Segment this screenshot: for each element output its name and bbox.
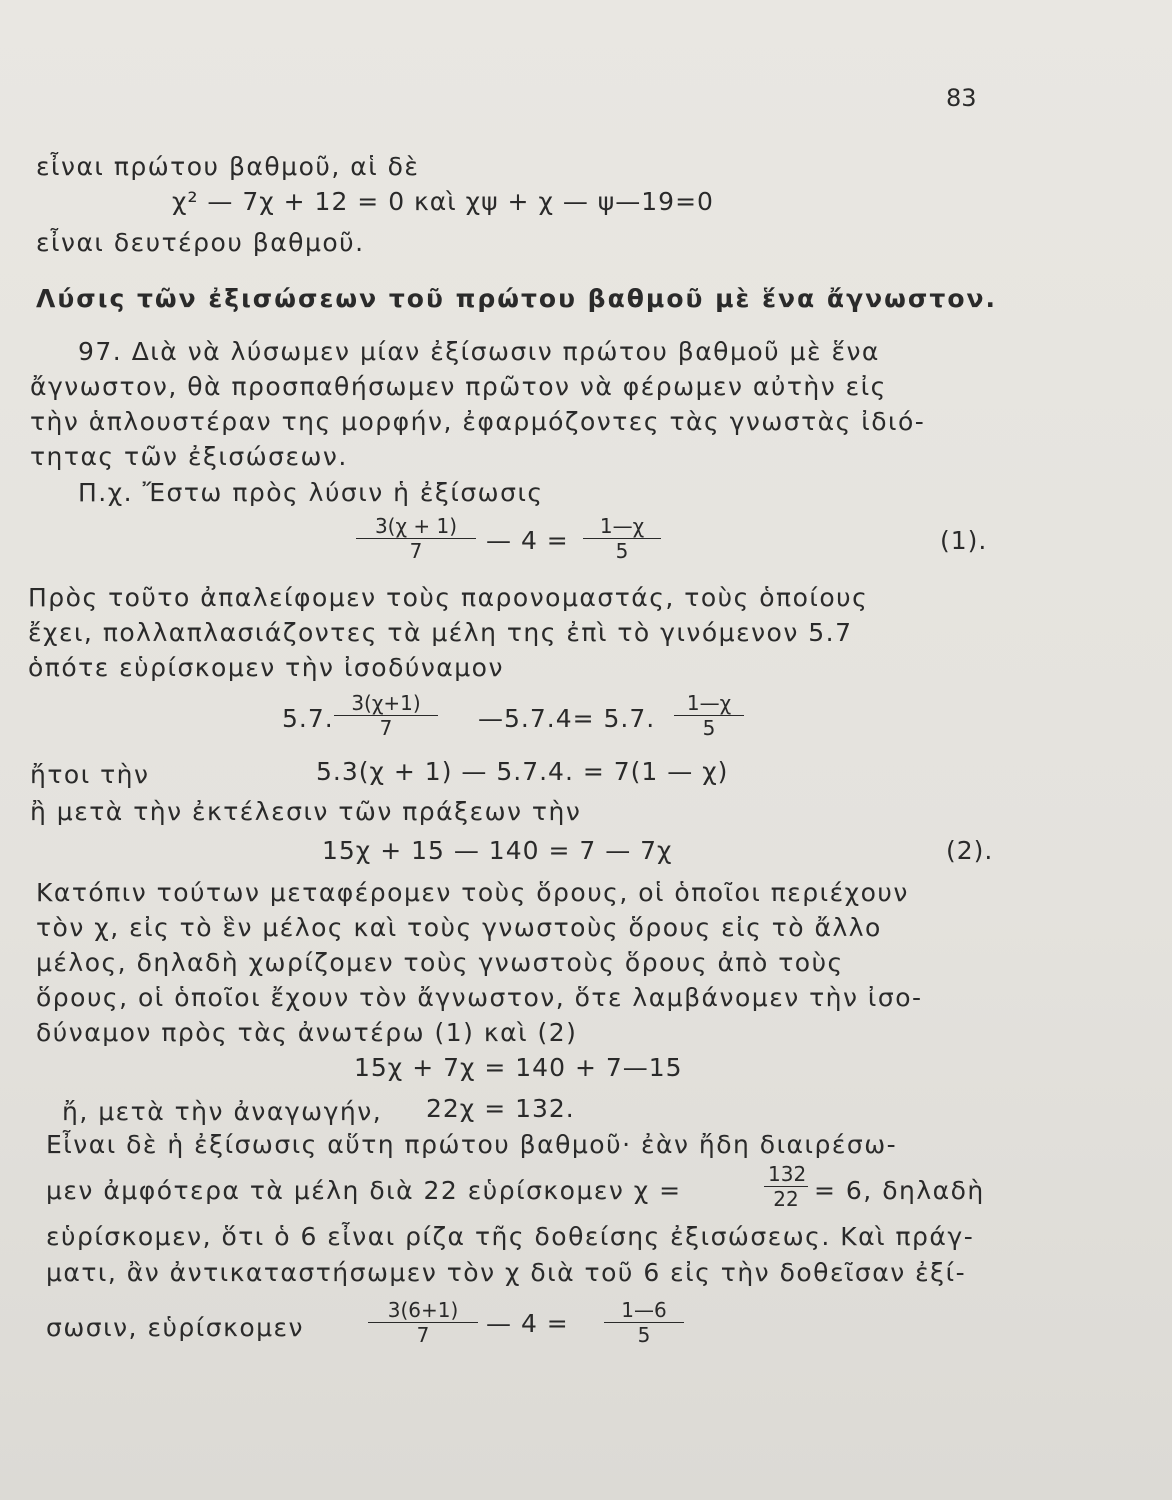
fraction: $\frac{3(6+1)}{7}$ xyxy=(368,1299,478,1346)
equation-line: 15χ + 7χ = 140 + 7—15 xyxy=(354,1053,683,1082)
equation-label: (2). xyxy=(946,836,994,865)
paragraph-line: Π.χ. Ἔστω πρὸς λύσιν ἡ ἐξίσωσις xyxy=(78,478,544,507)
fraction: $\frac{1—\chi}{5}$ xyxy=(674,692,744,739)
fraction: $\frac{132}{22}$ xyxy=(764,1163,808,1210)
paragraph-line: τητας τῶν ἐξισώσεων. xyxy=(30,442,348,471)
equation-label: (1). xyxy=(940,526,988,555)
equation-line: 15χ + 15 — 140 = 7 — 7χ xyxy=(322,836,673,865)
paragraph-line: ἔχει, πολλαπλασιάζοντες τὰ μέλη της ἐπὶ τὸ γινόμενον 5.7 xyxy=(28,618,853,647)
paragraph-line: σωσιν, εὑρίσκομεν xyxy=(46,1313,305,1342)
paragraph-line: ὁπότε εὑρίσκομεν τὴν ἰσοδύναμον xyxy=(28,653,504,682)
equation-line: χ² — 7χ + 12 = 0 καὶ χψ + χ — ψ—19=0 xyxy=(172,187,714,216)
paragraph-line: ματι, ἂν ἀντικαταστήσωμεν τὸν χ διὰ τοῦ 6 εἰς τὴν δοθεῖσαν ἐξί- xyxy=(46,1258,967,1287)
book-page: 83 εἶναι πρώτου βαθμοῦ, αἱ δὲ χ² — 7χ + 12 = 0 καὶ χψ + χ — ψ—19=0 εἶναι δευτέρου βαθμοῦ. Λύσις τῶν ἐξισώσεων τοῦ πρώτου βαθμοῦ μὲ ἕνα ἄγνωστον. 97. Διὰ νὰ λύσωμεν μίαν ἐξίσωσιν πρώτου βαθμοῦ μὲ ἕνα ἄγνωστον, θὰ προσπαθήσωμεν πρῶτον νὰ φέρωμεν αὐτὴν εἰς τὴν ἁπλουστέραν της μορφήν, ἐφαρμόζοντες τὰς γνωστὰς ἰδιό- τητας τῶν ἐξισώσεων. Π.χ. Ἔστω πρὸς λύσιν ἡ ἐξίσωσις $\frac{3(\chi + 1)}{7}$ — 4 = $\frac{1—\chi}{5}$ (1). Πρὸς τοῦτο ἀπαλείφομεν τοὺς παρονομαστάς, τοὺς ὁποίους ἔχει, πολλαπλασιάζοντες τὰ μέλη της ἐπὶ τὸ γινόμενον 5.7 ὁπότε εὑρίσκομεν τὴν ἰσοδύναμον 5.7. $\frac{3(\chi+1)}{7}$ —5.7.4= 5.7. $\frac{1—\chi}{5}$ ἤτοι τὴν 5.3(χ + 1) — 5.7.4. = 7(1 — χ) ἢ μετὰ τὴν ἐκτέλεσιν τῶν πράξεων τὴν 15χ + 15 — 140 = 7 — 7χ (2). Κατόπιν τούτων μεταφέρομεν τοὺς ὅρους, οἱ ὁποῖοι περιέχουν τὸν χ, εἰς τὸ ἓν μέλος καὶ τοὺς γνωστοὺς ὅρους εἰς τὸ ἄλλο μέλος, δηλαδὴ χωρίζομεν τοὺς γνωστοὺς ὅρους ἀπὸ τοὺς ὅρους, οἱ ὁποῖοι ἔχουν τὸν ἄγνωστον, ὅτε λαμβάνομεν τὴν ἰσο- δύναμον πρὸς τὰς ἀνωτέρω (1) καὶ (2) 15χ + 7χ = 140 + 7—15 ἤ, μετὰ τὴν ἀναγωγήν, 22χ = 132. Εἶναι δὲ ἡ ἐξίσωσις αὕτη πρώτου βαθμοῦ· ἐὰν ἤδη διαιρέσω- μεν ἀμφότερα τὰ μέλη διὰ 22 εὑρίσκομεν χ = $\frac{132}{22}$ = 6, δηλαδὴ εὑρίσκομεν, ὅτι ὁ 6 εἶναι ρίζα τῆς δοθείσης ἐξισώσεως. Καὶ πράγ- ματι, ἂν ἀντικαταστήσωμεν τὸν χ διὰ τοῦ 6 εἰς τὴν δοθεῖσαν ἐξί- σωσιν, εὑρίσκομεν $\frac{3(6+1)}{7}$ — 4 = $\frac{1—6}{5}$ xyxy=(0,0,1172,1500)
text-line: εἶναι δευτέρου βαθμοῦ. xyxy=(36,228,365,257)
paragraph-line: μέλος, δηλαδὴ χωρίζομεν τοὺς γνωστοὺς ὅρους ἀπὸ τοὺς xyxy=(36,948,844,977)
text-line: εἶναι πρώτου βαθμοῦ, αἱ δὲ xyxy=(36,152,420,181)
paragraph-line: τὴν ἁπλουστέραν της μορφήν, ἐφαρμόζοντες τὰς γνωστὰς ἰδιό- xyxy=(30,407,926,436)
paragraph-line: ἄγνωστον, θὰ προσπαθήσωμεν πρῶτον νὰ φέρωμεν αὐτὴν εἰς xyxy=(30,372,887,401)
paragraph-line: δύναμον πρὸς τὰς ἀνωτέρω (1) καὶ (2) xyxy=(36,1018,578,1047)
equation-line: 22χ = 132. xyxy=(426,1094,575,1123)
paragraph-line: = 6, δηλαδὴ xyxy=(814,1176,985,1205)
text-line: ἤτοι τὴν xyxy=(30,760,150,789)
fraction: $\frac{3(\chi + 1)}{7}$ xyxy=(356,515,476,562)
paragraph-line: εὑρίσκομεν, ὅτι ὁ 6 εἶναι ρίζα τῆς δοθείσης ἐξισώσεως. Καὶ πράγ- xyxy=(46,1222,975,1251)
paragraph-line: Πρὸς τοῦτο ἀπαλείφομεν τοὺς παρονομαστάς, τοὺς ὁποίους xyxy=(28,583,869,612)
text-line: ἢ μετὰ τὴν ἐκτέλεσιν τῶν πράξεων τὴν xyxy=(30,797,582,826)
fraction: $\frac{1—\chi}{5}$ xyxy=(583,515,661,562)
equation-line: 5.3(χ + 1) — 5.7.4. = 7(1 — χ) xyxy=(316,757,729,786)
paragraph-line: Εἶναι δὲ ἡ ἐξίσωσις αὕτη πρώτου βαθμοῦ· ἐὰν ἤδη διαιρέσω- xyxy=(46,1130,898,1159)
paragraph-line: Κατόπιν τούτων μεταφέρομεν τοὺς ὅρους, οἱ ὁποῖοι περιέχουν xyxy=(36,878,909,907)
page-number: 83 xyxy=(946,84,977,112)
section-heading: Λύσις τῶν ἐξισώσεων τοῦ πρώτου βαθμοῦ μὲ ἕνα ἄγνωστον. xyxy=(36,284,998,313)
paragraph-line: 97. Διὰ νὰ λύσωμεν μίαν ἐξίσωσιν πρώτου βαθμοῦ μὲ ἕνα xyxy=(78,337,880,366)
text-line: ἤ, μετὰ τὴν ἀναγωγήν, xyxy=(62,1097,383,1126)
paragraph-line: ὅρους, οἱ ὁποῖοι ἔχουν τὸν ἄγνωστον, ὅτε λαμβάνομεν τὴν ἰσο- xyxy=(36,983,923,1012)
paragraph-line: μεν ἀμφότερα τὰ μέλη διὰ 22 εὑρίσκομεν χ = xyxy=(46,1176,682,1205)
fraction: $\frac{3(\chi+1)}{7}$ xyxy=(334,692,438,739)
fraction: $\frac{1—6}{5}$ xyxy=(604,1299,684,1346)
paragraph-line: τὸν χ, εἰς τὸ ἓν μέλος καὶ τοὺς γνωστοὺς ὅρους εἰς τὸ ἄλλο xyxy=(36,913,882,942)
